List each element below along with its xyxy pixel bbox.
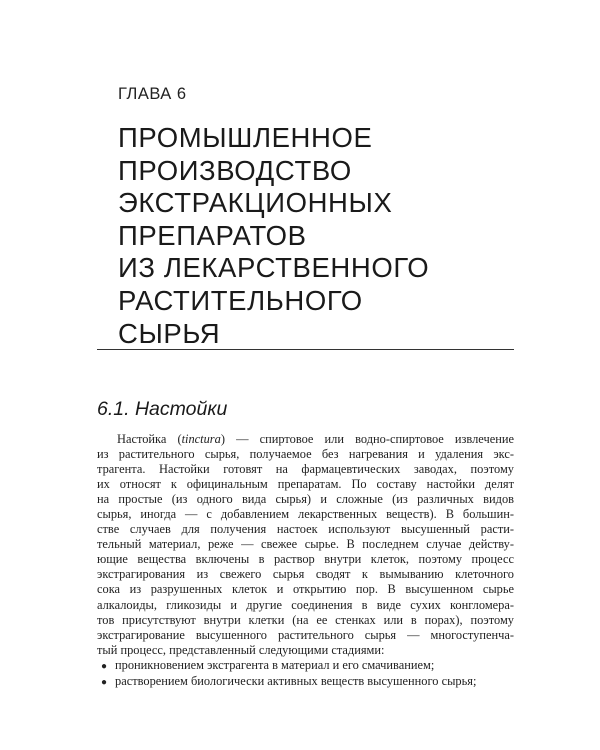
- body-paragraph: [97, 432, 514, 690]
- paragraph-line: на простые (из одного вида сырья) и сложные (из различных видов: [97, 492, 514, 507]
- paragraph-line: их относят к официнальным препаратам. По составу настойки делят: [97, 477, 514, 492]
- paragraph-line: тельный материал, реже — свежее сырье. В последнем случае действу-: [97, 537, 514, 552]
- paragraph-line: трагента. Настойки готовят на фармацевтических заводах, поэтому: [97, 462, 514, 477]
- bullet-item: [97, 674, 514, 690]
- bullet-item: [97, 658, 514, 674]
- chapter-label: ГЛАВА 6: [118, 85, 187, 103]
- paragraph-line: ющие вещества включены в раствор внутри клеток, поэтому процесс: [97, 552, 514, 567]
- chapter-title-line: ПРОИЗВОДСТВО: [118, 154, 352, 186]
- bullet-icon: ●: [101, 660, 108, 672]
- latin-term: tinctura: [181, 432, 221, 446]
- chapter-title-line: ПРЕПАРАТОВ: [118, 219, 307, 251]
- paragraph-line: экстрагирование высушенного растительного сырья — многоступенча-: [97, 627, 514, 642]
- chapter-title-line: РАСТИТЕЛЬНОГО: [118, 284, 363, 316]
- section-heading: 6.1. Настойки: [97, 398, 228, 420]
- paragraph-text: Настойка (: [117, 432, 182, 446]
- paragraph-line: сырья, иногда — с добавлением лекарственных веществ). В большин-: [97, 507, 514, 522]
- chapter-title-line: СЫРЬЯ: [118, 317, 221, 349]
- chapter-title-line: ЭКСТРАКЦИОННЫХ: [118, 187, 393, 219]
- title-divider: [97, 349, 514, 350]
- chapter-title-line: ИЗ ЛЕКАРСТВЕННОГО: [118, 252, 430, 284]
- paragraph-line: [97, 432, 514, 447]
- paragraph-line: стве случаев для получения настоек используют высушенный расти-: [97, 522, 514, 537]
- paragraph-text: ) — спиртовое или водно-спиртовое извлечение: [220, 432, 514, 446]
- chapter-title: [118, 122, 518, 350]
- paragraph-line: тый процесс, представленный следующими стадиями:: [97, 642, 385, 657]
- bullet-text: растворением биологически активных веществ высушенного сырья;: [115, 673, 477, 688]
- bullet-text: проникновением экстрагента в материал и его смачиванием;: [115, 657, 435, 672]
- paragraph-line: экстрагирования из свежего сырья сводят к вымыванию клеточного: [97, 567, 514, 582]
- chapter-title-line: ПРОМЫШЛЕННОЕ: [118, 122, 373, 153]
- paragraph-line: из растительного сырья, получаемое без нагревания и удаления экс-: [97, 447, 514, 462]
- bullet-icon: ●: [101, 676, 108, 688]
- paragraph-line: тов присутствуют внутри клетки (на ее стенках или в порах), поэтому: [97, 612, 514, 627]
- paragraph-line: сока из разрушенных клеток и открытию пор. В высушенном сырье: [97, 582, 514, 597]
- paragraph-line: алкалоиды, гликозиды и другие соединения в виде сухих конгломера-: [97, 597, 514, 612]
